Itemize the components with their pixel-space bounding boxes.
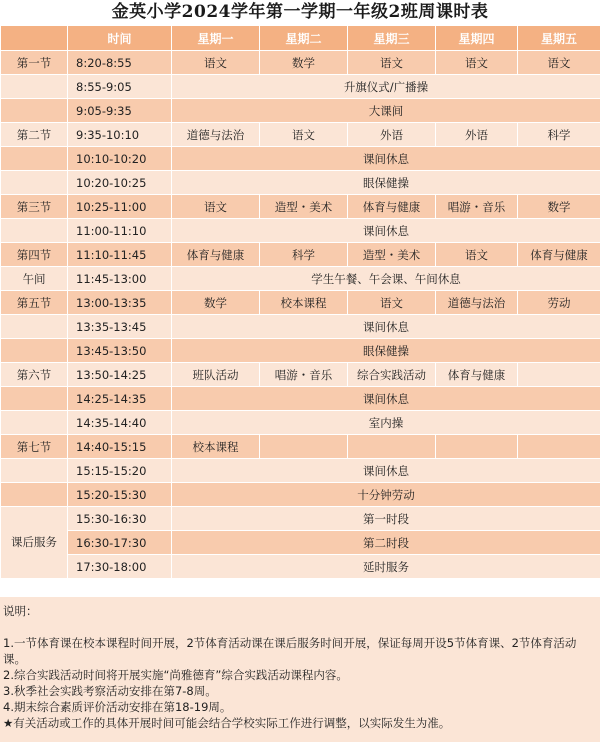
time-cell: 14:35-14:40 <box>68 411 172 435</box>
activity-cell: 课间休息 <box>172 387 600 411</box>
lesson-cell <box>260 435 348 459</box>
period-cell: 第六节 <box>1 363 68 387</box>
notes-section <box>0 597 600 742</box>
header-friday: 星期五 <box>518 26 600 51</box>
lesson-cell: 劳动 <box>518 291 600 315</box>
table-row <box>1 531 600 555</box>
period-cell: 第七节 <box>1 435 68 459</box>
table-row <box>1 555 600 579</box>
table-row <box>1 147 600 171</box>
period-cell: 第四节 <box>1 243 68 267</box>
lesson-cell: 班队活动 <box>172 363 260 387</box>
lesson-cell: 体育与健康 <box>518 243 600 267</box>
lesson-cell: 造型・美术 <box>348 243 436 267</box>
note-item: 4.期末综合素质评价活动安排在第18-19周。 <box>3 700 232 714</box>
header-tuesday: 星期二 <box>260 26 348 51</box>
activity-cell: 眼保健操 <box>172 339 600 363</box>
time-cell: 15:15-15:20 <box>68 459 172 483</box>
activity-cell: 升旗仪式/广播操 <box>172 75 600 99</box>
activity-cell: 室内操 <box>172 411 600 435</box>
period-cell <box>1 219 68 243</box>
lesson-cell: 科学 <box>260 243 348 267</box>
lesson-cell: 数学 <box>260 51 348 75</box>
lesson-cell: 科学 <box>518 123 600 147</box>
table-row <box>1 291 600 315</box>
note-item: 1.一节体育课在校本课程时间开展，2节体育活动课在课后服务时间开展，保证每周开设5节体育课、2节体育活动课。 <box>3 636 577 666</box>
activity-cell: 十分钟劳动 <box>172 483 600 507</box>
time-cell: 9:05-9:35 <box>68 99 172 123</box>
table-row <box>1 75 600 99</box>
table-row <box>1 243 600 267</box>
activity-cell: 课间休息 <box>172 315 600 339</box>
lesson-cell: 道德与法治 <box>436 291 518 315</box>
period-cell: 午间 <box>1 267 68 291</box>
activity-cell: 课间休息 <box>172 459 600 483</box>
note-item: 2.综合实践活动时间将开展实施“尚雅德育”综合实践活动课程内容。 <box>3 668 348 682</box>
period-cell <box>1 147 68 171</box>
table-row <box>1 99 600 123</box>
lesson-cell: 唱游・音乐 <box>436 195 518 219</box>
table-row <box>1 435 600 459</box>
lesson-cell: 数学 <box>518 195 600 219</box>
lesson-cell: 校本课程 <box>260 291 348 315</box>
lesson-cell: 唱游・音乐 <box>260 363 348 387</box>
lesson-cell: 综合实践活动 <box>348 363 436 387</box>
table-row <box>1 315 600 339</box>
time-cell: 9:35-10:10 <box>68 123 172 147</box>
period-cell <box>1 411 68 435</box>
header-monday: 星期一 <box>172 26 260 51</box>
table-row <box>1 339 600 363</box>
lesson-cell <box>436 435 518 459</box>
period-cell: 第一节 <box>1 51 68 75</box>
lesson-cell: 造型・美术 <box>260 195 348 219</box>
table-row <box>1 363 600 387</box>
activity-cell: 课间休息 <box>172 147 600 171</box>
time-cell: 16:30-17:30 <box>68 531 172 555</box>
activity-cell: 第二时段 <box>172 531 600 555</box>
lesson-cell: 语文 <box>348 51 436 75</box>
page-title: 金英小学2024学年第一学期一年级2班周课时表 <box>111 2 489 22</box>
period-cell <box>1 315 68 339</box>
period-cell: 第二节 <box>1 123 68 147</box>
activity-cell: 课间休息 <box>172 219 600 243</box>
time-cell: 17:30-18:00 <box>68 555 172 579</box>
table-row <box>1 195 600 219</box>
time-cell: 8:55-9:05 <box>68 75 172 99</box>
lesson-cell: 语文 <box>436 243 518 267</box>
period-cell <box>1 339 68 363</box>
activity-cell: 眼保健操 <box>172 171 600 195</box>
time-cell: 15:20-15:30 <box>68 483 172 507</box>
lesson-cell: 数学 <box>172 291 260 315</box>
period-cell <box>1 483 68 507</box>
note-item: ★有关活动或工作的具体开展时间可能会结合学校实际工作进行调整，以实际发生为准。 <box>3 716 451 730</box>
table-row <box>1 219 600 243</box>
header-period <box>1 26 68 51</box>
table-row <box>1 459 600 483</box>
time-cell: 13:00-13:35 <box>68 291 172 315</box>
period-cell <box>1 171 68 195</box>
time-cell: 14:40-15:15 <box>68 435 172 459</box>
lesson-cell: 道德与法治 <box>172 123 260 147</box>
period-cell: 第三节 <box>1 195 68 219</box>
lesson-cell: 语文 <box>348 291 436 315</box>
header-row <box>1 26 600 51</box>
timetable <box>0 25 600 579</box>
lesson-cell: 语文 <box>436 51 518 75</box>
table-row <box>1 51 600 75</box>
note-item: 3.秋季社会实践考察活动安排在第7-8周。 <box>3 684 217 698</box>
period-cell: 第五节 <box>1 291 68 315</box>
time-cell: 10:25-11:00 <box>68 195 172 219</box>
time-cell: 8:20-8:55 <box>68 51 172 75</box>
time-cell: 10:20-10:25 <box>68 171 172 195</box>
time-cell: 11:45-13:00 <box>68 267 172 291</box>
activity-cell: 延时服务 <box>172 555 600 579</box>
time-cell: 11:00-11:10 <box>68 219 172 243</box>
header-time: 时间 <box>68 26 172 51</box>
notes-list <box>3 635 595 731</box>
table-row <box>1 483 600 507</box>
time-cell: 13:45-13:50 <box>68 339 172 363</box>
period-cell <box>1 387 68 411</box>
time-cell: 10:10-10:20 <box>68 147 172 171</box>
period-cell <box>1 99 68 123</box>
period-cell <box>1 459 68 483</box>
period-cell <box>1 75 68 99</box>
time-cell: 13:50-14:25 <box>68 363 172 387</box>
table-row <box>1 171 600 195</box>
lesson-cell: 体育与健康 <box>172 243 260 267</box>
table-row <box>1 507 600 531</box>
lesson-cell: 语文 <box>172 195 260 219</box>
lesson-cell: 语文 <box>260 123 348 147</box>
lesson-cell: 体育与健康 <box>436 363 518 387</box>
table-row <box>1 123 600 147</box>
table-row <box>1 267 600 291</box>
time-cell: 13:35-13:45 <box>68 315 172 339</box>
header-thursday: 星期四 <box>436 26 518 51</box>
activity-cell: 学生午餐、午会课、午间休息 <box>172 267 600 291</box>
lesson-cell <box>518 363 600 387</box>
timetable-body <box>1 51 600 579</box>
time-cell: 15:30-16:30 <box>68 507 172 531</box>
activity-cell: 第一时段 <box>172 507 600 531</box>
table-row <box>1 411 600 435</box>
activity-cell: 大课间 <box>172 99 600 123</box>
after-school-label: 课后服务 <box>1 507 68 579</box>
lesson-cell: 语文 <box>518 51 600 75</box>
lesson-cell: 语文 <box>172 51 260 75</box>
lesson-cell: 外语 <box>348 123 436 147</box>
time-cell: 14:25-14:35 <box>68 387 172 411</box>
lesson-cell <box>348 435 436 459</box>
lesson-cell: 体育与健康 <box>348 195 436 219</box>
table-row <box>1 387 600 411</box>
lesson-cell: 校本课程 <box>172 435 260 459</box>
lesson-cell: 外语 <box>436 123 518 147</box>
header-wednesday: 星期三 <box>348 26 436 51</box>
notes-title: 说明： <box>3 604 38 618</box>
time-cell: 11:10-11:45 <box>68 243 172 267</box>
lesson-cell <box>518 435 600 459</box>
